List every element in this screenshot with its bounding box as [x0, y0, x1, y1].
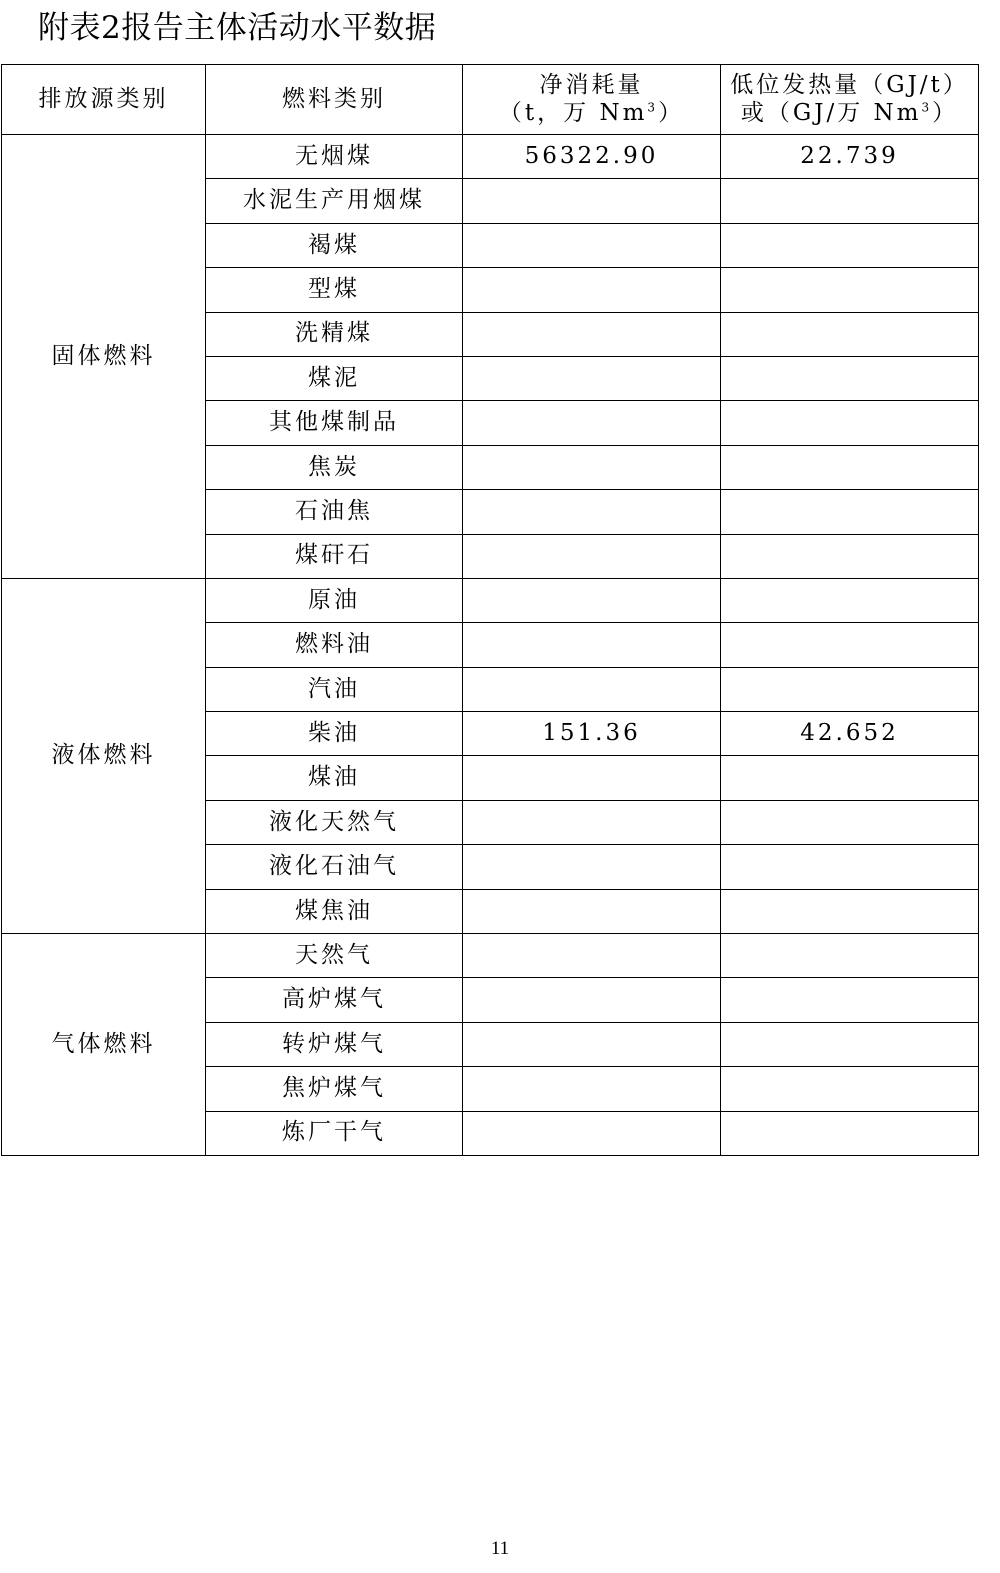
source-category-cell: 液体燃料 — [2, 578, 206, 933]
net-consumption-cell — [463, 800, 721, 844]
fuel-type-cell: 焦炭 — [206, 445, 463, 489]
net-consumption-cell — [463, 578, 721, 622]
source-category-cell: 气体燃料 — [2, 934, 206, 1156]
fuel-type-cell: 无烟煤 — [206, 135, 463, 179]
net-consumption-cell — [463, 623, 721, 667]
fuel-type-cell: 转炉煤气 — [206, 1022, 463, 1066]
net-calorific-value-cell: 42.652 — [721, 712, 979, 756]
fuel-type-cell: 石油焦 — [206, 490, 463, 534]
fuel-type-cell: 煤泥 — [206, 356, 463, 400]
net-consumption-cell — [463, 223, 721, 267]
net-calorific-value-cell — [721, 623, 979, 667]
net-calorific-value-cell — [721, 978, 979, 1022]
page-title: 附表2报告主体活动水平数据 — [38, 10, 437, 46]
net-calorific-value-cell — [721, 800, 979, 844]
net-calorific-value-cell — [721, 845, 979, 889]
net-consumption-cell — [463, 889, 721, 933]
header-net-consumption-line2: （t，万 Nm$^3$） — [498, 99, 685, 126]
net-consumption-cell — [463, 534, 721, 578]
net-consumption-cell — [463, 445, 721, 489]
net-calorific-value-cell — [721, 534, 979, 578]
page-number: 11 — [490, 1538, 510, 1559]
fuel-type-cell: 燃料油 — [206, 623, 463, 667]
fuel-type-cell: 褐煤 — [206, 223, 463, 267]
net-calorific-value-cell — [721, 312, 979, 356]
fuel-type-cell: 焦炉煤气 — [206, 1067, 463, 1111]
net-calorific-value-cell — [721, 223, 979, 267]
net-consumption-cell — [463, 978, 721, 1022]
net-calorific-value-cell — [721, 268, 979, 312]
net-consumption-cell — [463, 1067, 721, 1111]
net-calorific-value-cell — [721, 179, 979, 223]
fuel-type-cell: 炼厂干气 — [206, 1111, 463, 1155]
source-category-cell: 固体燃料 — [2, 135, 206, 579]
net-consumption-cell: 151.36 — [463, 712, 721, 756]
fuel-type-cell: 高炉煤气 — [206, 978, 463, 1022]
net-consumption-cell — [463, 845, 721, 889]
fuel-type-cell: 液化石油气 — [206, 845, 463, 889]
header-net-consumption — [463, 65, 721, 135]
net-calorific-value-cell — [721, 401, 979, 445]
net-calorific-value-cell: 22.739 — [721, 135, 979, 179]
header-net-consumption-line1: 净消耗量 — [539, 71, 644, 98]
net-calorific-value-cell — [721, 1111, 979, 1155]
fuel-type-cell: 煤矸石 — [206, 534, 463, 578]
fuel-type-cell: 原油 — [206, 578, 463, 622]
net-calorific-value-cell — [721, 889, 979, 933]
table-row — [2, 135, 979, 179]
net-calorific-value-cell — [721, 578, 979, 622]
net-consumption-cell — [463, 490, 721, 534]
net-consumption-cell — [463, 756, 721, 800]
net-calorific-value-cell — [721, 490, 979, 534]
table-row — [2, 578, 979, 622]
net-calorific-value-cell — [721, 445, 979, 489]
net-consumption-cell — [463, 268, 721, 312]
net-calorific-value-cell — [721, 1067, 979, 1111]
header-net-calorific-value — [721, 65, 979, 135]
activity-data-table — [1, 64, 979, 1156]
header-ncv-line2: 或（GJ/万 Nm$^3$） — [740, 99, 959, 126]
table-header-row — [2, 65, 979, 135]
net-calorific-value-cell — [721, 667, 979, 711]
net-consumption-cell — [463, 1111, 721, 1155]
fuel-type-cell: 型煤 — [206, 268, 463, 312]
net-consumption-cell — [463, 356, 721, 400]
net-consumption-cell — [463, 312, 721, 356]
fuel-type-cell: 煤油 — [206, 756, 463, 800]
net-calorific-value-cell — [721, 1022, 979, 1066]
fuel-type-cell: 煤焦油 — [206, 889, 463, 933]
fuel-type-cell: 天然气 — [206, 934, 463, 978]
fuel-type-cell: 液化天然气 — [206, 800, 463, 844]
fuel-type-cell: 洗精煤 — [206, 312, 463, 356]
net-consumption-cell: 56322.90 — [463, 135, 721, 179]
net-consumption-cell — [463, 179, 721, 223]
fuel-type-cell: 水泥生产用烟煤 — [206, 179, 463, 223]
net-calorific-value-cell — [721, 756, 979, 800]
net-consumption-cell — [463, 401, 721, 445]
fuel-type-cell: 其他煤制品 — [206, 401, 463, 445]
net-calorific-value-cell — [721, 356, 979, 400]
fuel-type-cell: 柴油 — [206, 712, 463, 756]
header-fuel-type: 燃料类别 — [206, 65, 463, 135]
header-source-category: 排放源类别 — [2, 65, 206, 135]
net-consumption-cell — [463, 934, 721, 978]
header-ncv-line1: 低位发热量（GJ/t） — [730, 71, 969, 98]
net-calorific-value-cell — [721, 934, 979, 978]
net-consumption-cell — [463, 1022, 721, 1066]
table-row — [2, 934, 979, 978]
table-body — [2, 135, 979, 1156]
net-consumption-cell — [463, 667, 721, 711]
fuel-type-cell: 汽油 — [206, 667, 463, 711]
